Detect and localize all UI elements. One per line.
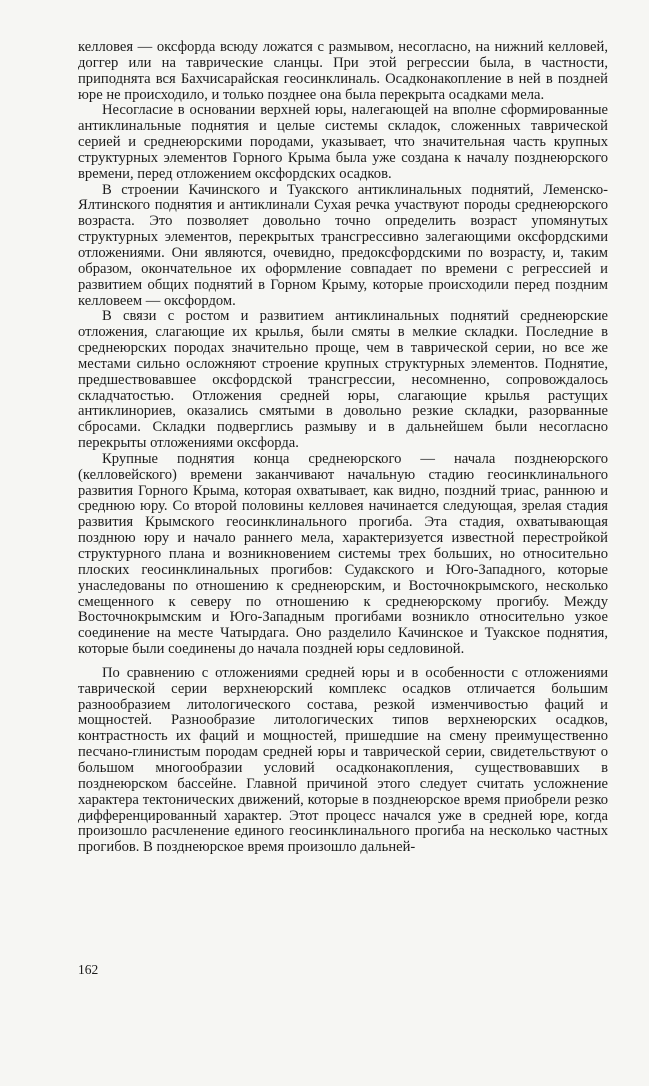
paragraph-6: По сравнению с отложениями средней юры и в особенности с отложениями таврической серии верхнеюрский комплекс осадков отличается большим разнообразием литологического состава, резкой изменчивостью фаций и мощностей. Разнообразие литологических типов верхнеюрских осадков, контрастность их фаций и мощностей, пришедшие на смену преимущественно песчано-глинистым породам средней юры и таврической серии, свидетельствуют о большом многообразии условий осадконакопления, существовавших в позднеюрском бассейне. Главной причиной этого следует считать усложнение характера тектонических движений, которые в позднеюрское время приобрели резко дифференцированный характер. Этот процесс начался уже в средней юре, когда произошло расчленение единого геосинклинального прогиба на несколько частных прогибов. В позднеюрское время произошло дальней- bbox=[78, 664, 608, 856]
paragraph-1: келловея — оксфорда всюду ложатся с размывом, несогласно, на нижний келловей, доггер или на таврические сланцы. При этой регрессии была, в частности, приподнята вся Бахчисарайская геосинклиналь. Осадконакопление в ней в поздней юре не происходило, и только позднее она была перекрыта осадками мела. bbox=[78, 39, 608, 103]
text-block bbox=[78, 40, 608, 856]
paragraph-3: В строении Качинского и Туакского антиклинальных поднятий, Леменско-Ялтинского поднятия и антиклинали Сухая речка участвуют породы среднеюрского возраста. Это позволяет довольно точно определить возраст упомянутых структурных элементов, перекрытых трансгрессивно залегающими оксфордскими отложениями. Они являются, очевидно, предоксфордскими по возрасту, и, таким образом, окончательное их оформление совпадает по времени с регрессией и развитием общих поднятий в Горном Крыму, которые происходили перед поздним келловеем — оксфордом. bbox=[78, 181, 608, 309]
paragraph-4: В связи с ростом и развитием антиклинальных поднятий среднеюрские отложения, слагающие их крылья, были смяты в мелкие складки. Последние в среднеюрских породах значительно проще, чем в таврической серии, но все же местами сильно осложняют строение крупных структурных элементов. Поднятие, предшествовавшее оксфордской трансгрессии, несомненно, сопровождалось складчатостью. Отложения средней юры, слагающие крылья растущих антиклинориев, оказались смятыми в довольно резкие складки, разорванные сбросами. Складки подверглись размыву и в дальнейшем были несогласно перекрыты отложениями оксфорда. bbox=[78, 308, 608, 452]
paragraph-2: Несогласие в основании верхней юры, налегающей на вполне сформированные антиклинальные поднятия и целые системы складок, сложенных таврической серией и среднеюрскими породами, указывает, что значительная часть крупных структурных элементов Горного Крыма была уже создана к началу позднеюрского времени, перед отложением оксфордских осадков. bbox=[78, 102, 608, 182]
paragraph-5: Крупные поднятия конца среднеюрского — начала позднеюрского (келловейского) времени заканчивают начальную стадию геосинклинального развития Горного Крыма, которая охватывает, как видно, поздний триас, раннюю и среднюю юру. Со второй половины келловея начинается следующая, зрелая стадия развития Крымского геосинклинального прогиба. Эта стадия, охватывающая позднюю юру и начало раннего мела, характеризуется известной перестройкой структурного плана и возникновением системы трех больших, но относительно плоских геосинклинальных прогибов: Судакского и Юго-Западного, которые унаследованы по отношению к среднеюрским, и Восточнокрымского, несколько смещенного к северу по отношению к среднеюрскому прогибу. Между Восточнокрымским и Юго-Западным прогибами возникло относительно узкое соединение на месте Чатырдага. Оно разделило Качинское и Туакское поднятия, которые были соединены до начала поздней юры седловиной. bbox=[78, 450, 608, 658]
page-number: 162 bbox=[78, 962, 99, 977]
